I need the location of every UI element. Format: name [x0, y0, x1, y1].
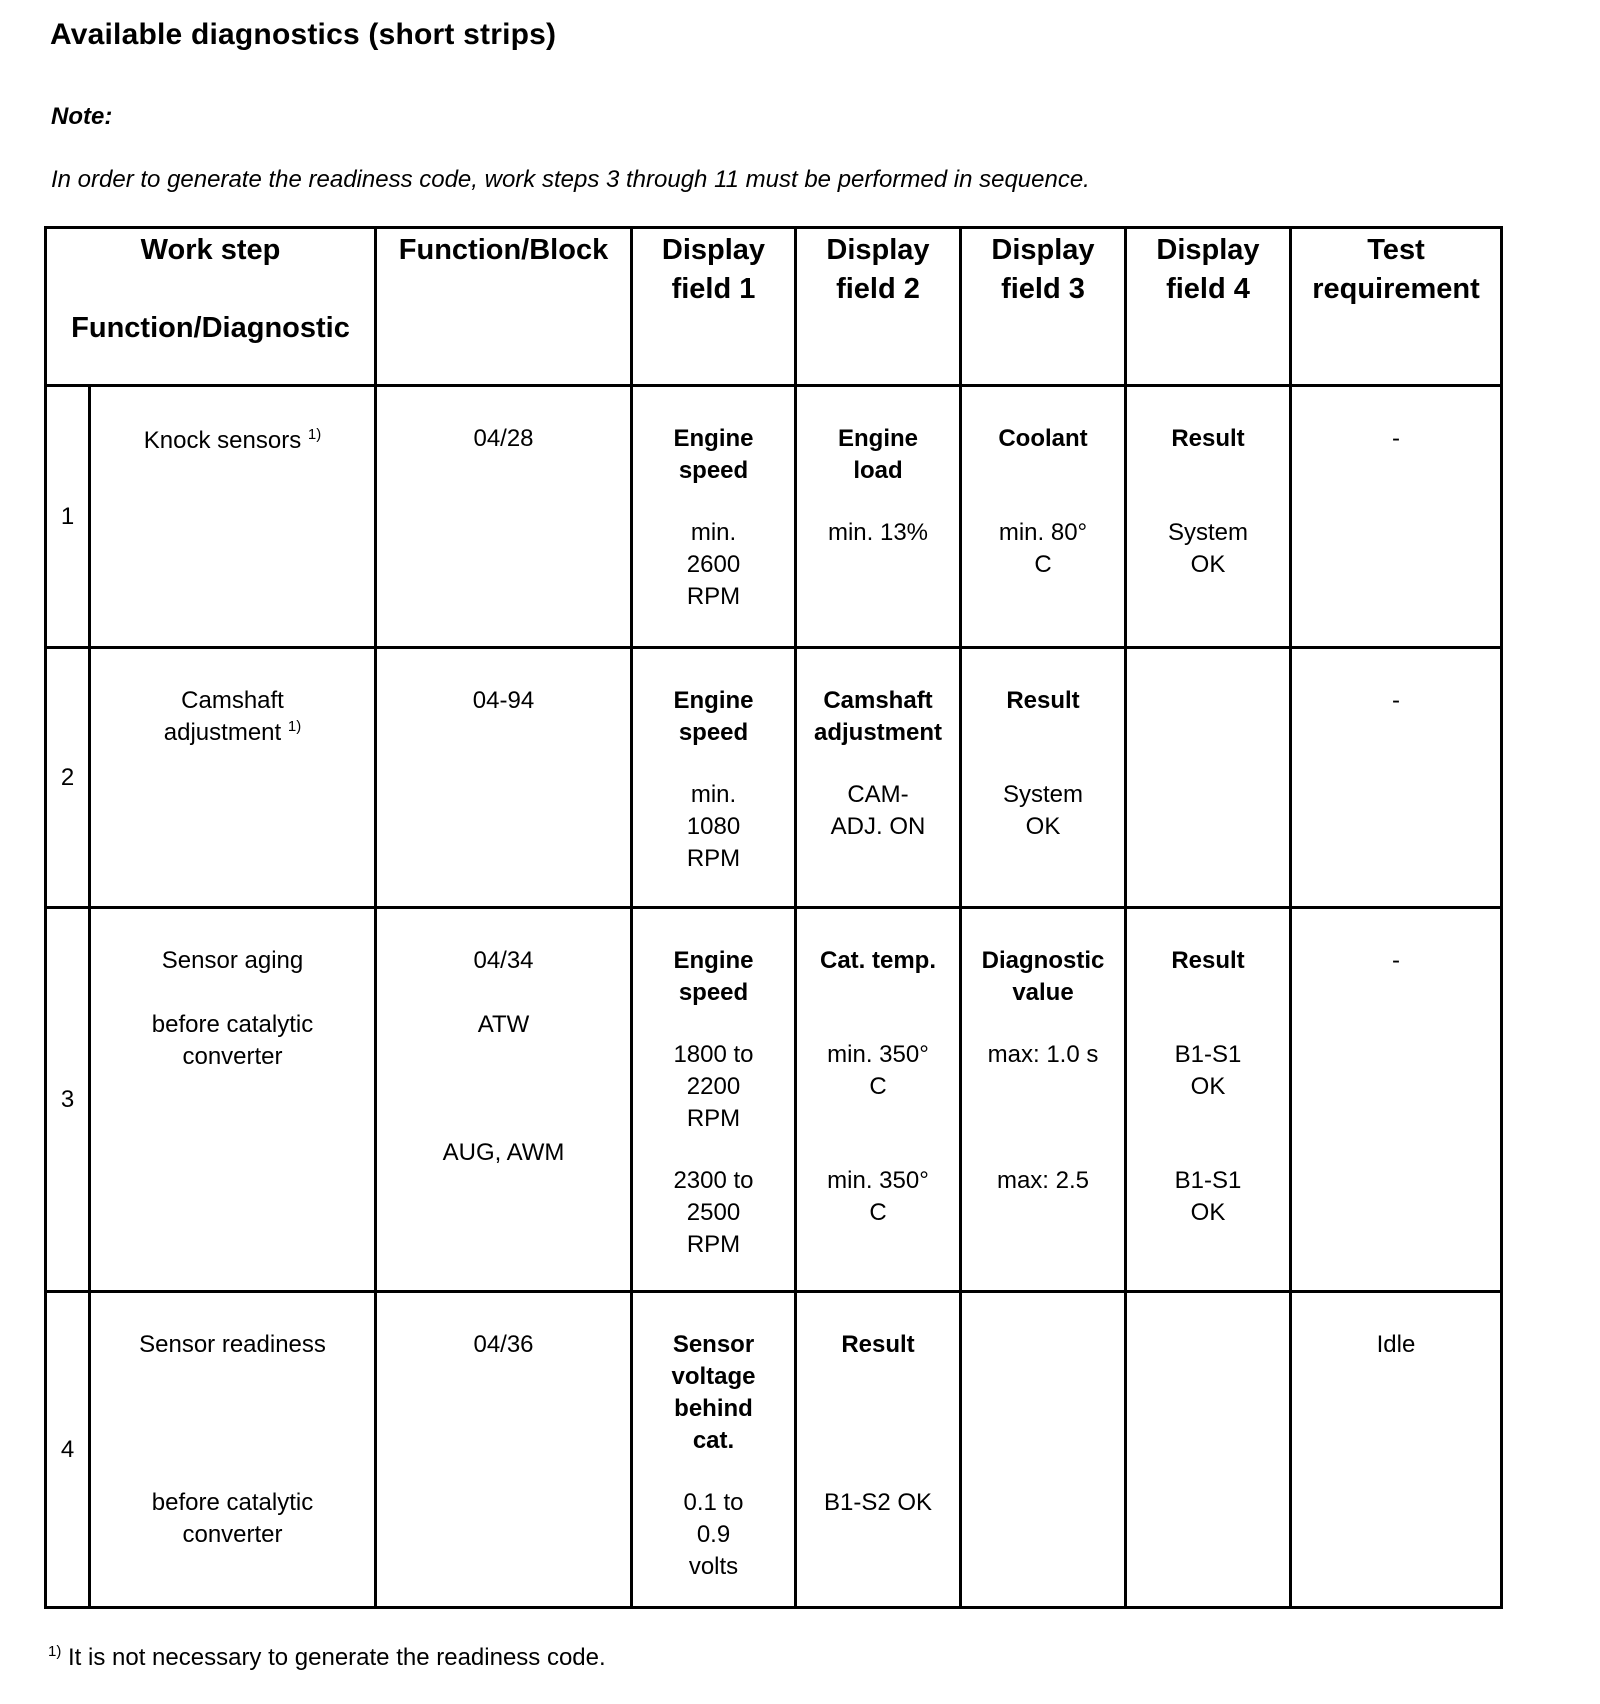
display-field-2-cell: Camshaft adjustment CAM- ADJ. ON — [796, 648, 961, 908]
header-function-block: Function/Block — [376, 228, 632, 386]
header-display-field-4: Display field 4 — [1126, 228, 1291, 386]
table-row — [46, 648, 1502, 908]
test-requirement-cell: - — [1291, 908, 1502, 1292]
header-work-step: Work step Function/Diagnostic — [46, 228, 376, 386]
display-field-3-cell: Diagnostic value max: 1.0 s max: 2.5 — [961, 908, 1126, 1292]
display-field-1-cell: Sensor voltage behind cat. 0.1 to 0.9 volts — [632, 1292, 796, 1608]
display-field-1-cell: Engine speed min. 1080 RPM — [632, 648, 796, 908]
header-display-field-3: Display field 3 — [961, 228, 1126, 386]
block-cell: 04/36 — [376, 1292, 632, 1608]
footnote-text: It is not necessary to generate the readiness code. — [68, 1644, 606, 1671]
footnote — [48, 1644, 606, 1672]
page-title: Available diagnostics (short strips) — [50, 18, 557, 51]
function-cell: Camshaft adjustment $^{1)}$ — [90, 648, 376, 908]
display-field-2-cell: Engine load min. 13% — [796, 386, 961, 648]
block-cell: 04/28 — [376, 386, 632, 648]
test-requirement-cell: - — [1291, 648, 1502, 908]
display-field-3-cell: Coolant min. 80° C — [961, 386, 1126, 648]
display-field-1-cell: Engine speed min. 2600 RPM — [632, 386, 796, 648]
block-cell: 04-94 — [376, 648, 632, 908]
display-field-2-cell: Cat. temp. min. 350° C min. 350° C — [796, 908, 961, 1292]
table-row — [46, 1292, 1502, 1608]
display-field-2-cell: Result B1-S2 OK — [796, 1292, 961, 1608]
display-field-4-cell: Result B1-S1 OK B1-S1 OK — [1126, 908, 1291, 1292]
step-number: 1 — [46, 386, 90, 648]
test-requirement-cell: - — [1291, 386, 1502, 648]
display-field-3-cell: Result System OK — [961, 648, 1126, 908]
header-display-field-2: Display field 2 — [796, 228, 961, 386]
table-row — [46, 386, 1502, 648]
display-field-3-cell — [961, 1292, 1126, 1608]
header-test-requirement: Test requirement — [1291, 228, 1502, 386]
function-cell: Knock sensors $^{1)}$ — [90, 386, 376, 648]
note-label: Note: — [51, 103, 113, 130]
display-field-4-cell — [1126, 648, 1291, 908]
function-cell: Sensor readiness before catalytic converter — [90, 1292, 376, 1608]
table-header-row — [46, 228, 1502, 386]
step-number: 4 — [46, 1292, 90, 1608]
display-field-1-cell: Engine speed 1800 to 2200 RPM 2300 to 2500 RPM — [632, 908, 796, 1292]
diagnostics-table — [44, 226, 1503, 1609]
table-row — [46, 908, 1502, 1292]
block-cell: 04/34 ATW AUG, AWM — [376, 908, 632, 1292]
step-number: 2 — [46, 648, 90, 908]
step-number: 3 — [46, 908, 90, 1292]
display-field-4-cell: Result System OK — [1126, 386, 1291, 648]
footnote-marker: 1) — [48, 1643, 62, 1660]
function-cell: Sensor aging before catalytic converter — [90, 908, 376, 1292]
header-display-field-1: Display field 1 — [632, 228, 796, 386]
display-field-4-cell — [1126, 1292, 1291, 1608]
test-requirement-cell: Idle — [1291, 1292, 1502, 1608]
note-text: In order to generate the readiness code, work steps 3 through 11 must be performed in sequence. — [51, 166, 1090, 193]
